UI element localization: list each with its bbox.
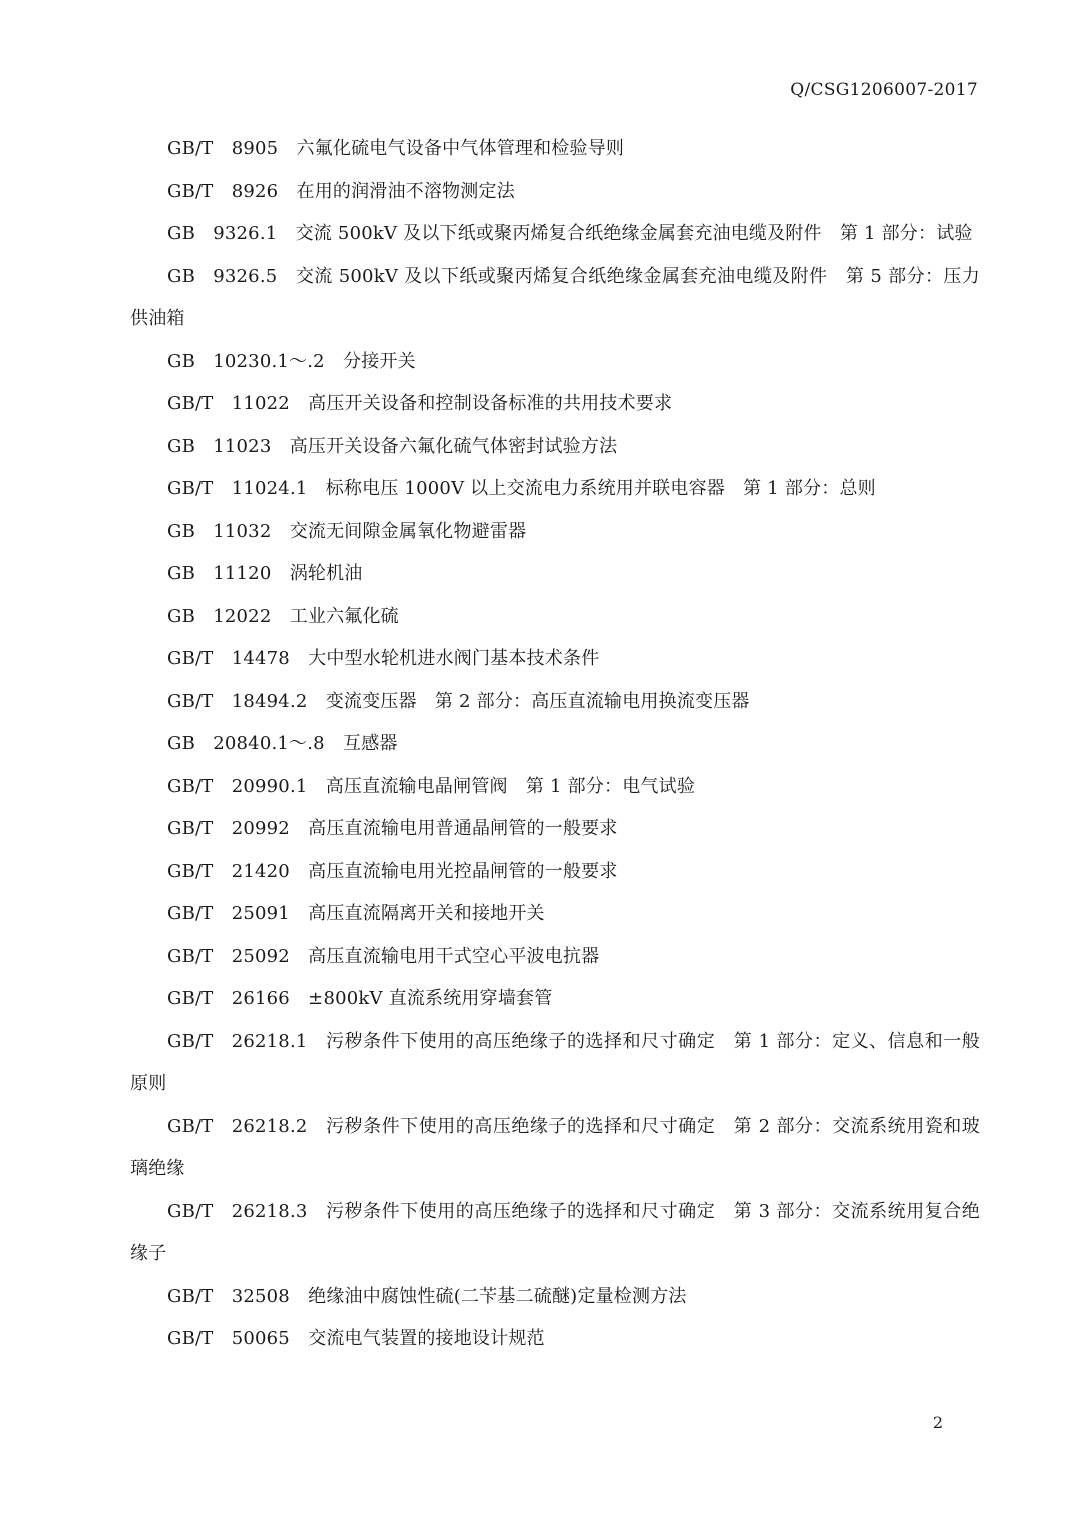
standard-title: 六氟化硫电气设备中气体管理和检验导则	[296, 138, 625, 159]
reference-item	[130, 638, 980, 681]
page-number: 2	[932, 1413, 943, 1432]
standard-title: 涡轮机油	[289, 563, 363, 584]
reference-item	[130, 1276, 980, 1319]
reference-item	[130, 213, 980, 256]
standard-number: 21420	[231, 860, 290, 882]
standard-prefix: GB	[167, 563, 196, 584]
standard-title: 互感器	[343, 733, 398, 754]
reference-item	[130, 1106, 980, 1191]
reference-item	[130, 171, 980, 214]
reference-item	[130, 936, 980, 979]
reference-item	[130, 1191, 980, 1276]
standard-number: 25091	[231, 903, 290, 924]
standard-prefix: GB	[167, 265, 196, 287]
normative-reference-list	[130, 128, 980, 1361]
reference-item	[130, 468, 980, 511]
standard-number: 11022	[231, 393, 290, 414]
standard-title: 变流变压器 第 2 部分：高压直流输电用换流变压器	[325, 690, 750, 712]
reference-item	[130, 553, 980, 596]
standard-title: 标称电压 1000V 以上交流电力系统用并联电容器 第 1 部分：总则	[325, 478, 876, 499]
standard-number: 11023	[213, 435, 272, 457]
standard-prefix: GB	[167, 350, 196, 372]
standard-prefix: GB/T	[167, 138, 214, 159]
standard-prefix: GB/T	[167, 1285, 214, 1307]
standard-title: 高压直流输电用干式空心平波电抗器	[308, 945, 600, 967]
standard-prefix: GB/T	[167, 988, 214, 1009]
standard-prefix: GB/T	[167, 860, 214, 882]
reference-item	[130, 723, 980, 766]
standard-number: 8905	[231, 138, 279, 159]
reference-item	[130, 808, 980, 851]
reference-item	[130, 1021, 980, 1106]
standard-title: 工业六氟化硫	[289, 605, 399, 627]
standard-number: 11024.1	[231, 478, 308, 499]
standard-number: 25092	[231, 945, 290, 967]
standard-number: 11032	[213, 520, 272, 542]
standard-title: 绝缘油中腐蚀性硫(二苄基二硫醚)定量检测方法	[308, 1285, 687, 1307]
standard-number: 20992	[231, 818, 290, 839]
standard-number: 18494.2	[231, 690, 308, 712]
standard-title: 交流无间隙金属氧化物避雷器	[289, 520, 527, 542]
standard-title: 大中型水轮机进水阀门基本技术条件	[308, 648, 600, 669]
reference-item	[130, 426, 980, 469]
standard-number: 9326.1	[213, 223, 278, 244]
standard-title: 高压直流输电晶闸管阀 第 1 部分：电气试验	[325, 775, 696, 797]
standard-prefix: GB/T	[167, 1115, 214, 1137]
standard-number: 26218.3	[231, 1200, 308, 1222]
document-code: Q/CSG1206007-2017	[790, 80, 978, 100]
reference-item	[130, 766, 980, 809]
standard-number: 26218.1	[231, 1030, 308, 1052]
standard-prefix: GB/T	[167, 648, 214, 669]
standard-title: 交流 500kV 及以下纸或聚丙烯复合纸绝缘金属套充油电缆及附件 第 5 部分：压力供油箱	[130, 265, 980, 329]
standard-prefix: GB	[167, 733, 196, 754]
standard-number: 26166	[231, 988, 290, 1009]
reference-item	[130, 596, 980, 639]
standard-title: 高压直流输电用普通晶闸管的一般要求	[308, 818, 618, 839]
reference-item	[130, 978, 980, 1021]
standard-number: 32508	[231, 1285, 290, 1307]
standard-prefix: GB/T	[167, 1328, 214, 1349]
standard-title: 高压直流输电用光控晶闸管的一般要求	[308, 860, 618, 882]
standard-title: ±800kV 直流系统用穿墙套管	[308, 988, 553, 1009]
standard-title: 在用的润滑油不溶物测定法	[296, 180, 515, 202]
reference-item	[130, 1318, 980, 1361]
standard-number: 9326.5	[213, 265, 278, 287]
standard-prefix: GB/T	[167, 478, 214, 499]
standard-number: 8926	[231, 180, 279, 202]
standard-number: 11120	[213, 563, 272, 584]
reference-item	[130, 681, 980, 724]
standard-title: 高压开关设备和控制设备标准的共用技术要求	[308, 393, 673, 414]
standard-title: 污秽条件下使用的高压绝缘子的选择和尺寸确定 第 3 部分：交流系统用复合绝缘子	[130, 1200, 980, 1264]
standard-title: 交流 500kV 及以下纸或聚丙烯复合纸绝缘金属套充油电缆及附件 第 1 部分：试验	[295, 223, 973, 244]
standard-prefix: GB/T	[167, 775, 214, 797]
standard-title: 高压开关设备六氟化硫气体密封试验方法	[289, 435, 618, 457]
standard-number: 20840.1～.8	[213, 733, 325, 754]
standard-number: 20990.1	[231, 775, 308, 797]
standard-title: 交流电气装置的接地设计规范	[308, 1328, 545, 1349]
standard-title: 污秽条件下使用的高压绝缘子的选择和尺寸确定 第 1 部分：定义、信息和一般原则	[130, 1030, 980, 1094]
reference-item	[130, 341, 980, 384]
standard-prefix: GB	[167, 520, 196, 542]
standard-prefix: GB/T	[167, 945, 214, 967]
standard-number: 50065	[231, 1328, 290, 1349]
standard-number: 14478	[231, 648, 290, 669]
standard-number: 10230.1～.2	[213, 350, 325, 372]
standard-number: 26218.2	[231, 1115, 308, 1137]
standard-prefix: GB	[167, 223, 196, 244]
standard-prefix: GB/T	[167, 180, 214, 202]
standard-prefix: GB/T	[167, 903, 214, 924]
standard-number: 12022	[213, 605, 272, 627]
reference-item	[130, 128, 980, 171]
reference-item	[130, 893, 980, 936]
reference-item	[130, 851, 980, 894]
standard-title: 污秽条件下使用的高压绝缘子的选择和尺寸确定 第 2 部分：交流系统用瓷和玻璃绝缘	[130, 1115, 980, 1179]
reference-item	[130, 511, 980, 554]
standard-prefix: GB/T	[167, 1030, 214, 1052]
standard-prefix: GB	[167, 605, 196, 627]
reference-item	[130, 383, 980, 426]
standard-prefix: GB	[167, 435, 196, 457]
standard-title: 分接开关	[343, 350, 416, 372]
standard-prefix: GB/T	[167, 690, 214, 712]
reference-item	[130, 256, 980, 341]
standard-prefix: GB/T	[167, 393, 214, 414]
standard-prefix: GB/T	[167, 1200, 214, 1222]
standard-title: 高压直流隔离开关和接地开关	[308, 903, 545, 924]
standard-prefix: GB/T	[167, 818, 214, 839]
